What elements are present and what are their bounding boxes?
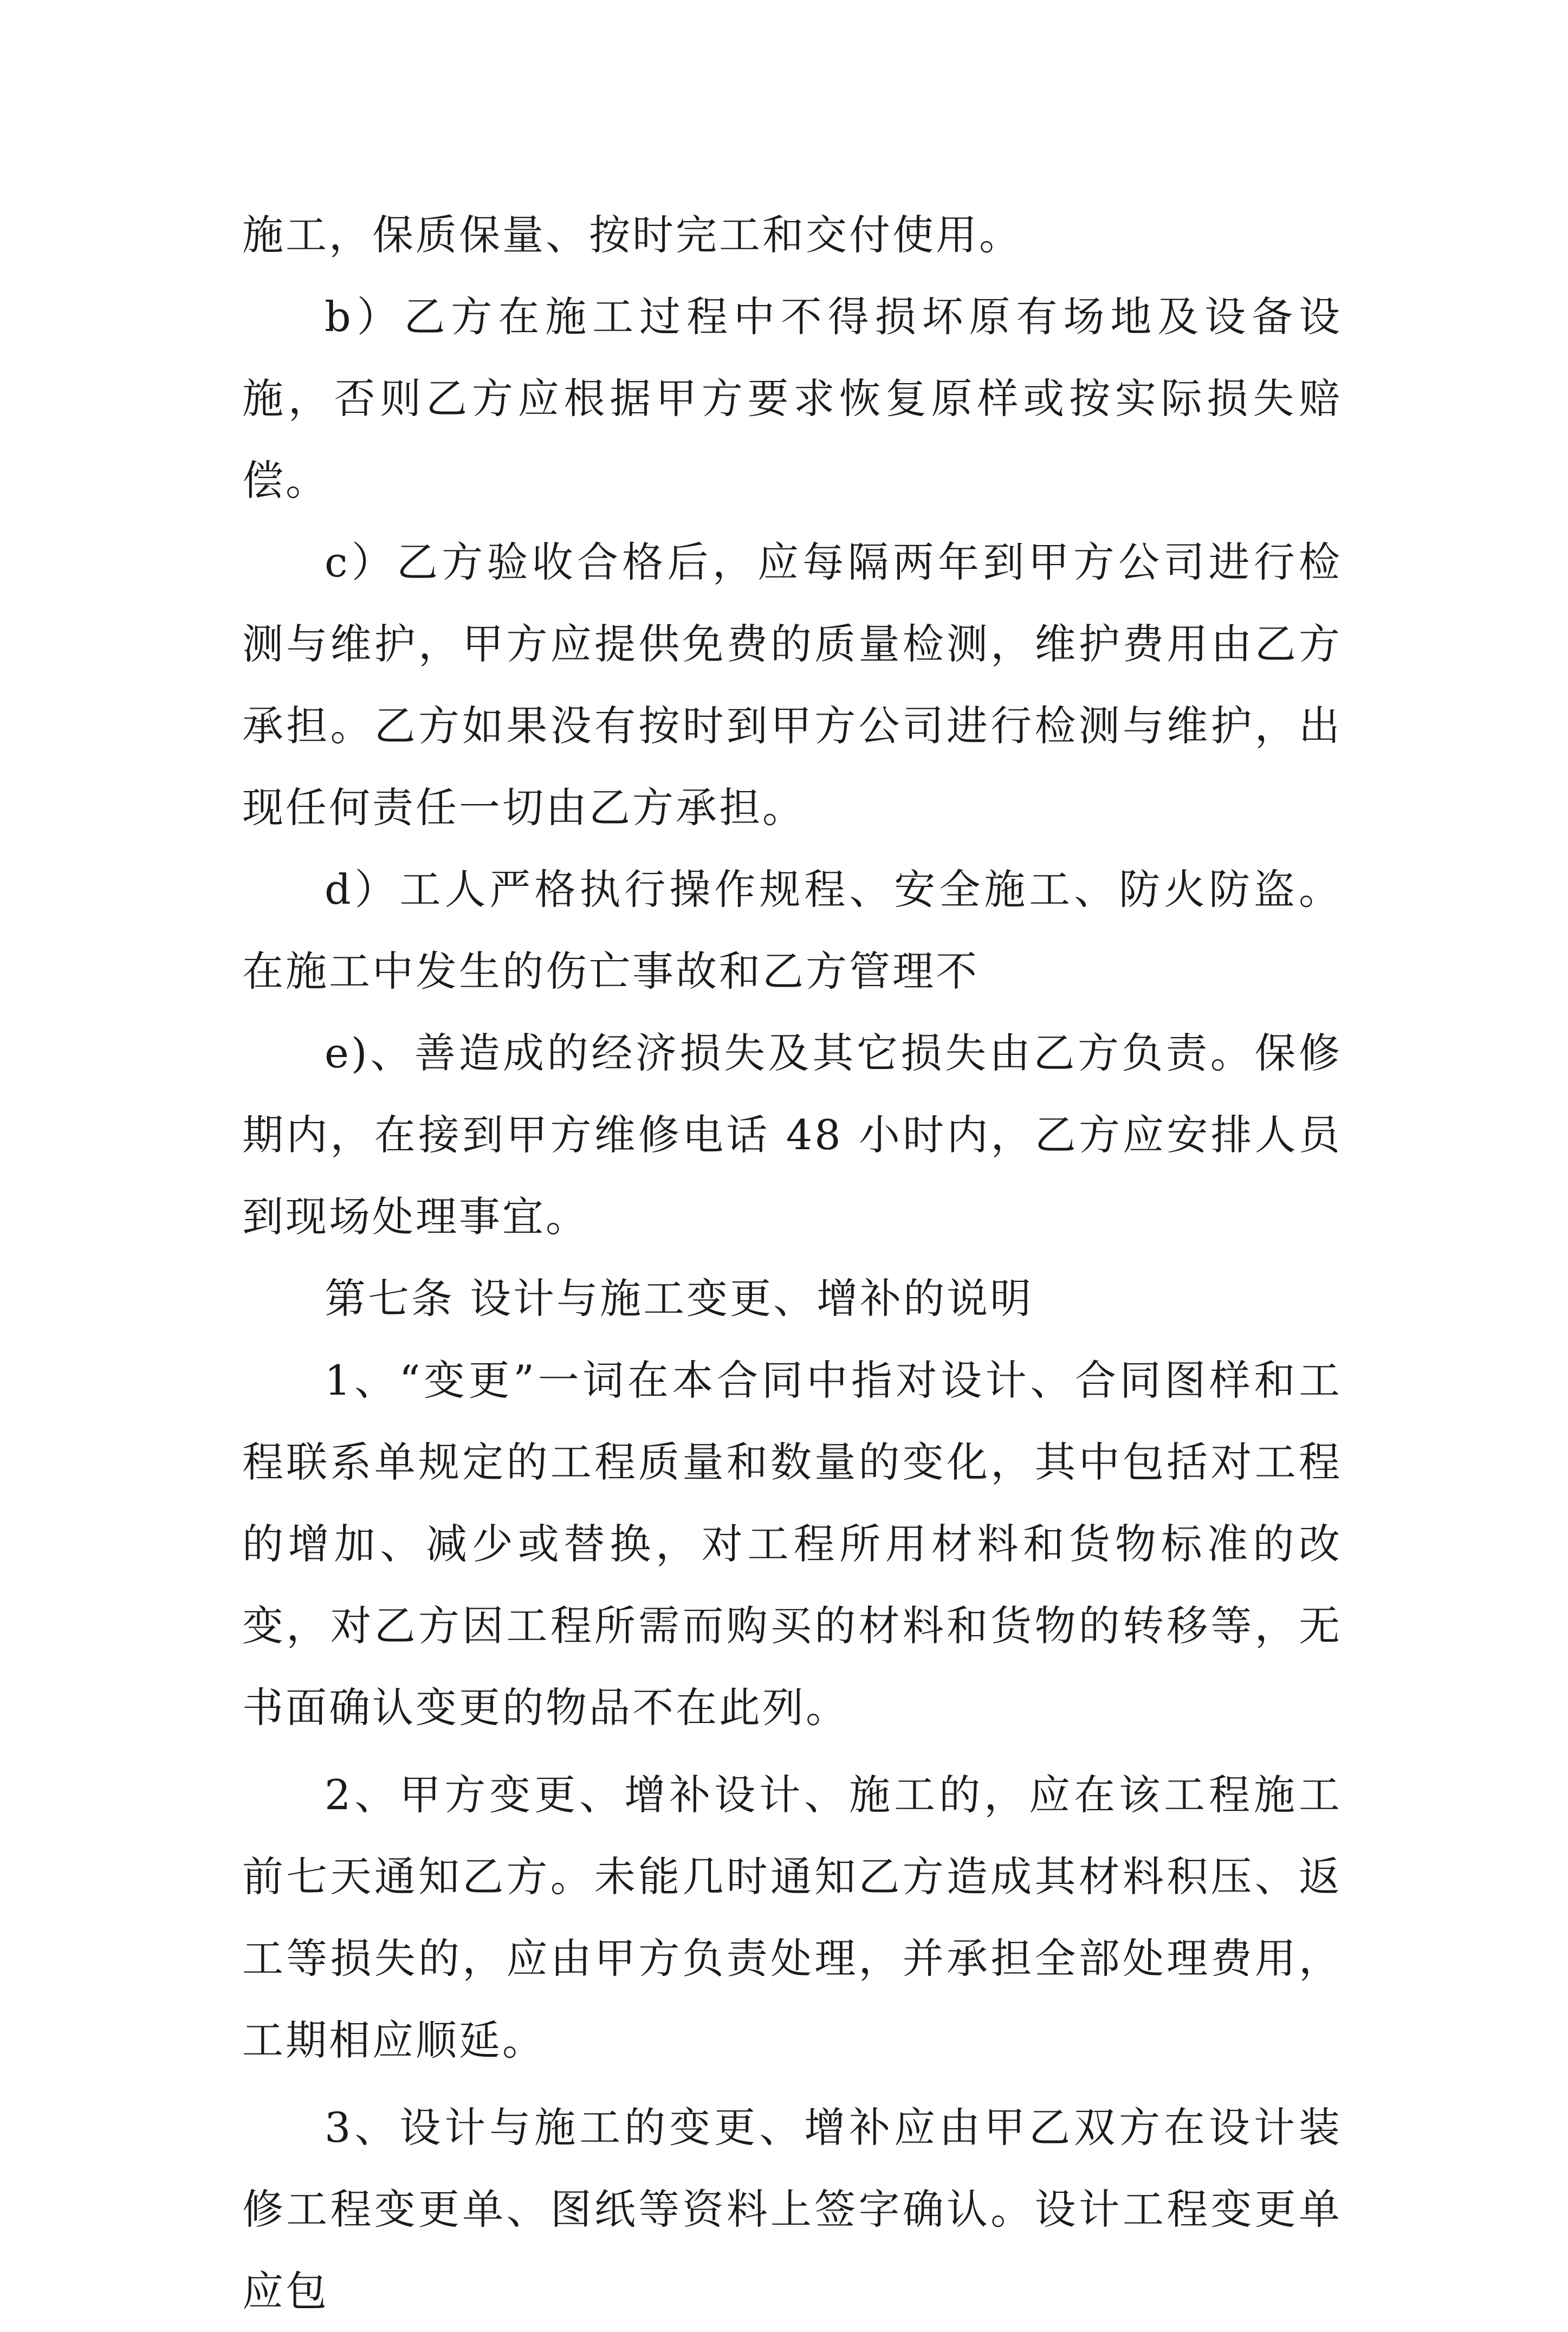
document-body	[242, 194, 1342, 2332]
paragraph-continuation: 施工，保质保量、按时完工和交付使用。	[242, 211, 1022, 259]
paragraph-item-3: 3、设计与施工的变更、增补应由甲乙双方在设计装修工程变更单、图纸等资料上签字确认。设计工程变更单应包	[242, 2103, 1342, 2315]
paragraph-item-2: 2、甲方变更、增补设计、施工的，应在该工程施工前七天通知乙方。未能几时通知乙方造成其材料积压、返工等损失的，应由甲方负责处理，并承担全部处理费用，工期相应顺延。	[242, 1771, 1342, 2064]
paragraph-clause-c: c）乙方验收合格后，应每隔两年到甲方公司进行检测与维护，甲方应提供免费的质量检测，维护费用由乙方承担。乙方如果没有按时到甲方公司进行检测与维护，出现任何责任一切由乙方承担。	[242, 538, 1342, 832]
paragraph-clause-e: e)、善造成的经济损失及其它损失由乙方负责。保修期内，在接到甲方维修电话 48 小时内，乙方应安排人员到现场处理事宜。	[242, 1029, 1342, 1241]
article-seven-heading: 第七条 设计与施工变更、增补的说明	[325, 1274, 1034, 1323]
paragraph-item-1: 1、“变更”一词在本合同中指对设计、合同图样和工程联系单规定的工程质量和数量的变化，其中包括对工程的增加、减少或替换，对工程所用材料和货物标准的改变，对乙方因工程所需而购买的材料和货物的转移等，无书面确认变更的物品不在此列。	[242, 1356, 1342, 1732]
paragraph-clause-b: b）乙方在施工过程中不得损坏原有场地及设备设施，否则乙方应根据甲方要求恢复原样或按实际损失赔偿。	[242, 293, 1342, 504]
paragraph-clause-d: d）工人严格执行操作规程、安全施工、防火防盗。在施工中发生的伤亡事故和乙方管理不	[242, 865, 1342, 995]
